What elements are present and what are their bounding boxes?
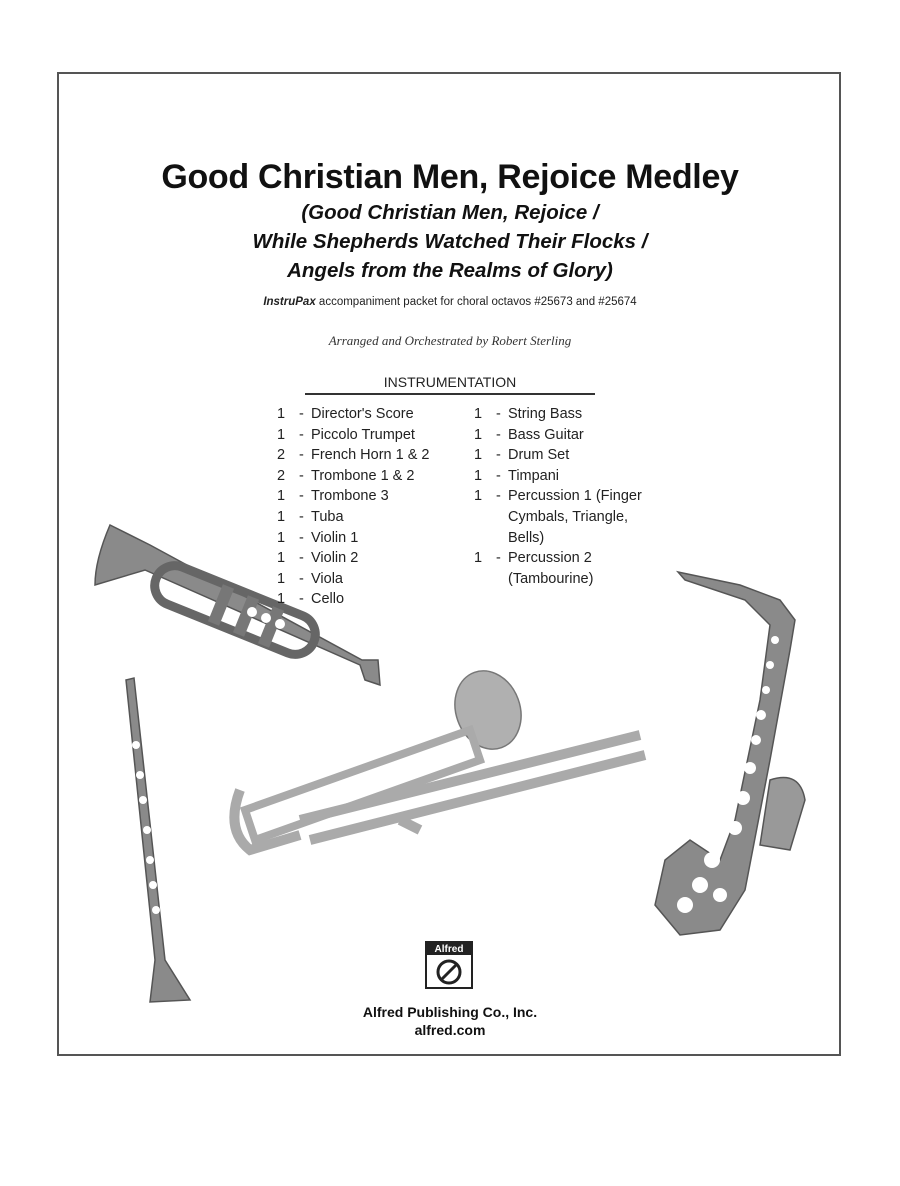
publisher-name: Alfred Publishing Co., Inc. [362,1004,538,1020]
instrument-qty: 1 [474,488,483,505]
instrument-item: 1 - Piccolo Trumpet [277,425,429,446]
instrument-name: Percussion 2 (Tambourine) [508,550,594,587]
instrument-name: Bass Guitar [508,426,584,443]
instrument-item: 1 - Percussion 2 (Tambourine) [474,548,642,589]
instrument-qty: 1 [277,426,286,443]
instrument-item: 1 - Cello [277,589,429,610]
publisher-url: alfred.com [414,1022,486,1038]
instrument-qty: 1 [474,467,483,484]
instrument-item: 1 - String Bass [474,404,642,425]
instrument-item: 1 - Violin 2 [277,548,429,569]
instrument-qty: 1 [474,406,483,422]
instrument-item: 2 - Trombone 1 & 2 [277,466,429,487]
clarinet-icon [126,678,190,1002]
instrument-name: Timpani [508,467,560,484]
instrument-qty: 1 [277,550,286,567]
logo-text: Alfred [434,944,464,955]
instrument-qty: 1 [474,426,483,443]
instrument-name: Violin 2 [311,550,359,567]
instrument-name: Drum Set [508,447,570,464]
subtitle-line-3: Angels from the Realms of Glory) [287,259,613,282]
instrument-item: 1 - Timpani [474,466,642,487]
instrumentation-column-1 [277,404,429,610]
instrument-qty: 1 [277,488,286,505]
instrument-name: Viola [311,570,343,587]
instrument-qty: 1 [277,529,286,546]
instrument-name: Director's Score [311,406,414,422]
instrument-name: Trombone 1 & 2 [311,467,415,484]
instrument-qty: 1 [277,570,286,587]
instrument-name: Trombone 3 [311,488,389,505]
instrument-qty: 1 [474,447,483,464]
instrument-item: 1 - Viola [277,569,429,590]
instrument-name: Piccolo Trumpet [311,426,415,443]
alfred-logo-icon [425,941,473,989]
packet-brand: InstruPax [263,296,316,308]
instrument-item: 2 - French Horn 1 & 2 [277,445,429,466]
saxophone-icon [655,572,805,935]
instrument-item: 1 - Tuba [277,507,429,528]
instrument-item: 1 - Trombone 3 [277,486,429,507]
instrument-qty: 1 [277,508,286,525]
instrument-qty: 2 [277,467,286,484]
instrument-name: String Bass [508,406,583,422]
arranger-credit: Arranged and Orchestrated by Robert Sterling [328,333,572,348]
instrument-item: 1 - Director's Score [277,404,429,425]
instrument-item: 1 - Bass Guitar [474,425,642,446]
subtitle-line-2: While Shepherds Watched Their Flocks / [252,230,648,253]
instrument-qty: 1 [474,550,483,567]
packet-text: accompaniment packet for choral octavos #25673 and #25674 [315,296,637,308]
trombone-icon [234,661,645,850]
instrument-name: Violin 1 [311,529,359,546]
instrument-qty: 1 [277,591,286,608]
instrument-item: 1 - Drum Set [474,445,642,466]
instrument-item: 1 - Violin 1 [277,528,429,549]
instrument-name: Cello [311,591,345,608]
subtitle-line-1: (Good Christian Men, Rejoice / [301,201,599,224]
instrument-name: Tuba [311,508,344,525]
instrument-qty: 1 [277,406,286,422]
instrument-name: Percussion 1 (Finger Cymbals, Triangle, Bells) [508,488,642,546]
instrumentation-column-2 [474,404,642,589]
instrument-name: French Horn 1 & 2 [311,447,430,464]
instrument-item: 1 - Percussion 1 (Finger Cymbals, Triangle, Bells) [474,486,642,548]
instrument-qty: 2 [277,447,286,464]
packet-description [0,296,900,308]
instrumentation-heading: INSTRUMENTATION [305,374,595,395]
page-title: Good Christian Men, Rejoice Medley [161,158,739,196]
publisher-block [0,1003,900,1039]
